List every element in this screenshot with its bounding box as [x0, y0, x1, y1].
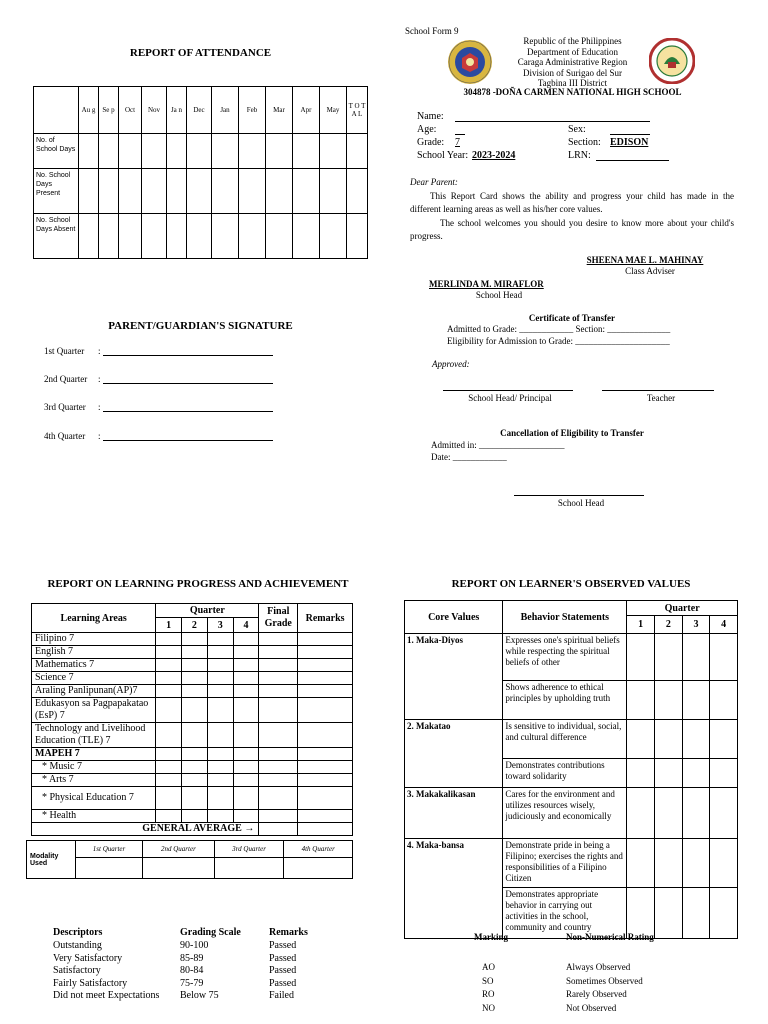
learning-area: Edukasyon sa Pagpapakatao (EsP) 7	[32, 698, 156, 723]
final-grade-header: Final Grade	[259, 604, 298, 633]
rating-cell[interactable]	[654, 788, 682, 839]
grade-value[interactable]: 7	[455, 137, 460, 148]
school-seal-icon	[649, 38, 695, 84]
rating-cell[interactable]	[654, 720, 682, 759]
month-header: Oct	[119, 87, 142, 134]
teacher-signature-line[interactable]	[602, 390, 714, 391]
rating-cell[interactable]	[627, 681, 655, 720]
marking-code: NO	[482, 1002, 495, 1013]
learning-table: Learning Areas Quarter Final Grade Remarks 1 2 3 4 Filipino 7 English 7 Mathematics 7 Science 7 Araling Panlipunan(AP)7 Edukasyon sa Pagpapakatao (EsP) 7 Technology and Livelihood Education (TLE) 7 MAPEH 7 * Music 7 * Arts 7 * Physical Education 7 * Health GENERAL AVERAGE →	[31, 603, 353, 836]
rating-cell[interactable]	[682, 681, 710, 720]
rating-cell[interactable]	[627, 634, 655, 681]
rating-cell[interactable]	[682, 788, 710, 839]
cancellation-signature-line[interactable]	[514, 495, 644, 496]
rating-cell[interactable]	[710, 634, 738, 681]
behavior-statement: Is sensitive to individual, social, and cultural difference	[503, 720, 627, 759]
month-header: Feb	[239, 87, 266, 134]
school-head-name: MERLINDA M. MIRAFLOR	[429, 279, 544, 289]
learning-area: Filipino 7	[32, 633, 156, 646]
core-value: 2. Makatao	[405, 720, 503, 788]
marking-code: AO	[482, 962, 495, 972]
descriptors-block: Descriptors Grading Scale Remarks Outstanding 90-100 Passed Very Satisfactory 85-89 Passed Satisfactory 80-84 Passed Fairly Satisfactory 75-79 Passed Did not meet Expectations Below 75 Failed	[53, 927, 353, 1015]
descriptor-remark: Failed	[269, 990, 294, 1001]
descriptor-row	[53, 953, 353, 966]
marking-row	[404, 962, 738, 976]
descriptor: Fairly Satisfactory	[53, 977, 128, 989]
marking-code: RO	[482, 989, 495, 999]
school-head-title: School Head	[475, 290, 523, 300]
remarks-header: Remarks	[298, 604, 353, 633]
learning-area: * Music 7	[32, 761, 156, 774]
descriptor-remark: Passed	[269, 940, 297, 951]
grading-scale: Below 75	[180, 990, 219, 1001]
month-header: Se p	[99, 87, 119, 134]
form-number: School Form 9	[405, 26, 459, 36]
learning-areas-header: Learning Areas	[32, 604, 156, 633]
rating-cell[interactable]	[654, 634, 682, 681]
month-header: Dec	[187, 87, 212, 134]
values-table: Core Values Behavior Statements Quarter 1 2 3 4 1. Maka-Diyos Expresses one's spiritual beliefs while respecting the spiritual beliefs of other Shows adherence to ethical principles by upholding truth 2. Makatao Is sensitive to individual, social, and cultural difference Demonstrates contributions toward solidarity 3. Makakalikasan Cares for the environment and utilizes resources wisely, judiciously and economically 4. Maka-bansa Demonstrate pride in being a Filipino; exercises the rights and responsibilities of a Filipino Citizen Demonstrates appropriate behavior in carrying out activities in the school, community and country	[404, 600, 738, 939]
behavior-statement: Expresses one's spiritual beliefs while respecting the spiritual beliefs of other	[503, 634, 627, 681]
behavior-statement: Demonstrates contributions toward solidarity	[503, 759, 627, 788]
adviser-title: Class Adviser	[625, 266, 675, 276]
modality-table: Modality Used 1st Quarter 2nd Quarter 3rd Quarter 4th Quarter	[26, 840, 353, 879]
marking-rating: Rarely Observed	[566, 989, 627, 999]
learning-area: MAPEH 7	[32, 748, 156, 761]
cancellation-head-label: School Head	[557, 498, 605, 508]
attendance-row-label: No. School Days Present	[34, 169, 79, 214]
learning-area: Technology and Livelihood Education (TLE) 7	[32, 723, 156, 748]
rating-cell[interactable]	[682, 888, 710, 939]
general-average-label: GENERAL AVERAGE →	[32, 823, 259, 836]
transfer-title: Certificate of Transfer	[528, 313, 616, 323]
name-field[interactable]	[455, 121, 650, 122]
core-values-header: Core Values	[405, 601, 503, 634]
admitted-in-field[interactable]: Admitted in: ___________________	[431, 440, 565, 450]
grading-scale: 80-84	[180, 965, 204, 976]
behavior-header: Behavior Statements	[503, 601, 627, 634]
marking-rating: Sometimes Observed	[566, 975, 643, 986]
learning-area: * Physical Education 7	[32, 787, 156, 810]
marking-rating: Not Observed	[566, 1002, 617, 1013]
behavior-statement: Shows adherence to ethical principles by upholding truth	[503, 681, 627, 720]
rating-cell[interactable]	[682, 839, 710, 888]
eligibility-field[interactable]: Eligibility for Admission to Grade: _____________________	[447, 336, 670, 346]
date-field[interactable]: Date: ____________	[431, 452, 507, 462]
descriptor-row	[53, 990, 353, 1015]
lrn-field[interactable]	[596, 160, 669, 161]
rating-cell[interactable]	[654, 759, 682, 788]
principal-signature-line[interactable]	[443, 390, 573, 391]
sex-field[interactable]	[610, 134, 650, 135]
rating-cell[interactable]	[654, 681, 682, 720]
grading-scale: 90-100	[180, 940, 209, 951]
behavior-statement: Cares for the environment and utilizes resources wisely, judiciously and economically	[503, 788, 627, 839]
learning-area: Araling Panlipunan(AP)7	[32, 685, 156, 698]
learning-area: English 7	[32, 646, 156, 659]
month-header: Apr	[293, 87, 320, 134]
month-header: Jan	[212, 87, 239, 134]
rating-cell[interactable]	[627, 788, 655, 839]
descriptor: Outstanding	[53, 940, 102, 951]
admitted-to-grade[interactable]: Admitted to Grade: ____________ Section: ______________	[447, 324, 671, 334]
month-header: Au g	[79, 87, 99, 134]
grading-scale: 75-79	[180, 977, 204, 989]
values-quarter-header: Quarter	[627, 601, 738, 616]
rating-cell[interactable]	[710, 759, 738, 788]
salutation: Dear Parent:	[410, 177, 458, 187]
marking-block: Marking Non-Numerical Rating AO Always Observed SO Sometimes Observed RO Rarely Observed NO Not Observed	[404, 932, 738, 1016]
quarter-label: 2nd Quarter	[44, 374, 88, 384]
rating-cell[interactable]	[710, 788, 738, 839]
school-year-label: School Year:	[417, 150, 469, 161]
core-value: 3. Makakalikasan	[405, 788, 503, 839]
adviser-name: SHEENA MAE L. MAHINAY	[586, 255, 704, 265]
agency-header: Republic of the Philippines Department of Education Caraga Administrative Region Division of Surigao del Sur Tagbina III District	[517, 36, 628, 88]
grading-scale: 85-89	[180, 952, 204, 964]
quarter-label: 4th Quarter	[44, 431, 86, 441]
teacher-label: Teacher	[646, 393, 676, 403]
signature-row: 4th Quarter :	[44, 430, 273, 441]
rating-cell[interactable]	[627, 720, 655, 759]
rating-cell[interactable]	[627, 759, 655, 788]
age-field[interactable]	[455, 134, 465, 135]
general-average-value[interactable]	[259, 823, 298, 836]
descriptor-remark: Passed	[269, 965, 297, 976]
marking-code: SO	[482, 975, 494, 986]
letter-paragraph: This Report Card shows the ability and progress your child has made in the different learning areas as well as his/her core values.	[410, 191, 734, 214]
descriptor-row	[53, 940, 353, 953]
month-header: Mar	[266, 87, 293, 134]
rating-cell[interactable]	[682, 759, 710, 788]
behavior-statement: Demonstrates appropriate behavior in carrying out activities in the school, community and country	[503, 888, 627, 939]
descriptor-row	[53, 965, 353, 978]
month-header: May	[320, 87, 347, 134]
learning-area: Mathematics 7	[32, 659, 156, 672]
age-label: Age:	[417, 124, 437, 135]
marking-row	[404, 1003, 738, 1017]
lrn-label: LRN:	[568, 150, 591, 161]
learning-area: * Arts 7	[32, 774, 156, 787]
grade-label: Grade:	[417, 137, 445, 148]
signature-title: PARENT/GUARDIAN'S SIGNATURE	[108, 320, 293, 332]
rating-cell[interactable]	[627, 839, 655, 888]
marking-rating: Always Observed	[566, 962, 631, 972]
quarter-header: Quarter	[156, 604, 259, 618]
signature-line[interactable]	[103, 345, 273, 356]
core-value: 1. Maka-Diyos	[405, 634, 503, 720]
descriptor-remark: Passed	[269, 952, 297, 964]
attendance-title: REPORT OF ATTENDANCE	[129, 47, 272, 59]
attendance-row-label: No. School Days Absent	[34, 214, 79, 259]
section-label: Section:	[568, 137, 601, 148]
rating-cell[interactable]	[654, 888, 682, 939]
learning-area: Science 7	[32, 672, 156, 685]
approved-label: Approved:	[432, 359, 470, 369]
rating-cell[interactable]	[710, 720, 738, 759]
core-value: 4. Maka-bansa	[405, 839, 503, 939]
quarter-label: 1st Quarter	[44, 346, 85, 356]
descriptor-remark: Passed	[269, 977, 297, 989]
signature-row: 3rd Quarter :	[44, 401, 273, 412]
rating-cell[interactable]	[710, 681, 738, 720]
school-name: 304878 -DOÑA CARMEN NATIONAL HIGH SCHOOL	[463, 87, 682, 97]
cancellation-title: Cancellation of Eligibility to Transfer	[500, 428, 644, 438]
descriptor: Satisfactory	[53, 965, 101, 976]
learning-area: * Health	[32, 810, 156, 823]
marking-row	[404, 989, 738, 1003]
rating-cell[interactable]	[710, 888, 738, 939]
deped-seal-icon	[448, 40, 492, 84]
rating-cell[interactable]	[627, 888, 655, 939]
quarter-label: 3rd Quarter	[44, 402, 86, 412]
behavior-statement: Demonstrate pride in being a Filipino; exercises the rights and responsibilities of a Filipino Citizen	[503, 839, 627, 888]
name-label: Name:	[417, 111, 444, 122]
principal-label: School Head/ Principal	[468, 393, 552, 403]
month-header: Nov	[142, 87, 167, 134]
signature-row: 2nd Quarter :	[44, 373, 273, 384]
section-value[interactable]: EDISON	[610, 137, 649, 148]
signature-line[interactable]	[103, 430, 273, 441]
descriptor: Very Satisfactory	[53, 952, 123, 964]
descriptor: Did not meet Expectations	[53, 990, 160, 1001]
sex-label: Sex:	[568, 124, 586, 135]
month-header: Ja n	[167, 87, 187, 134]
rating-cell[interactable]	[654, 839, 682, 888]
letter-paragraph: The school welcomes you should you desire to know more about your child's progress.	[410, 218, 734, 241]
total-header: T O T A L	[347, 87, 368, 134]
signature-row: 1st Quarter :	[44, 345, 273, 356]
signature-line[interactable]	[103, 373, 273, 384]
rating-cell[interactable]	[682, 720, 710, 759]
signature-line[interactable]	[103, 401, 273, 412]
attendance-table	[33, 86, 368, 259]
attendance-row-label: No. of School Days	[34, 134, 79, 169]
rating-cell[interactable]	[710, 839, 738, 888]
learning-title: REPORT ON LEARNING PROGRESS AND ACHIEVEMENT	[47, 578, 349, 590]
rating-cell[interactable]	[682, 634, 710, 681]
modality-label: Modality Used	[27, 841, 76, 879]
marking-row	[404, 976, 738, 990]
values-title: REPORT ON LEARNER'S OBSERVED VALUES	[451, 578, 691, 590]
school-year-value[interactable]: 2023-2024	[472, 150, 516, 161]
descriptor-row	[53, 978, 353, 991]
